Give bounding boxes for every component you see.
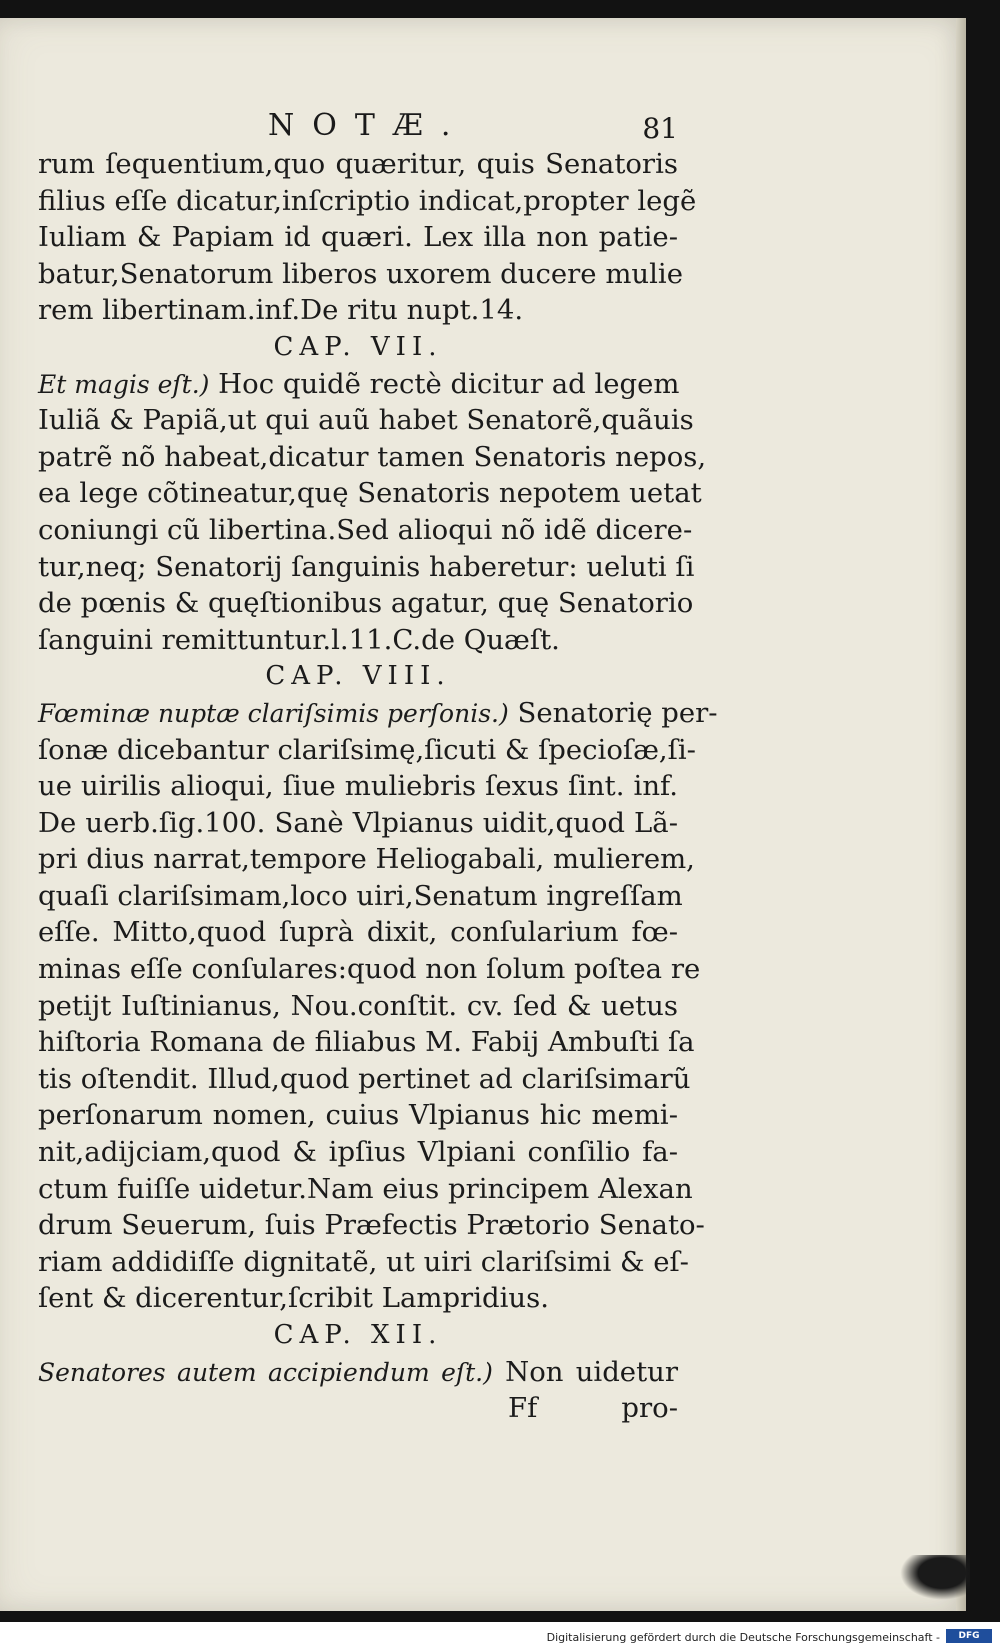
text-line: De uerb.ſig.100. Sanè Vlpianus uidit,quod Lã- xyxy=(38,806,678,839)
paragraph-cap-vii xyxy=(38,366,707,659)
running-head xyxy=(38,98,678,146)
text-line: rum ſequentium,quo quæritur, quis Senatoris xyxy=(38,148,678,180)
paragraph-cap-viii xyxy=(38,695,718,1317)
text-line: patrẽ nõ habeat,dicatur tamen Senatoris nepos, xyxy=(38,440,707,473)
digitization-credit: Digitalisierung gefördert durch die Deutsche Forschungsgemeinschaft - xyxy=(546,1631,940,1644)
text-line: hiſtoria Romana de filiabus M. Fabij Ambuſti ſa xyxy=(38,1026,695,1059)
line-text: Non uidetur xyxy=(492,1355,678,1388)
text-line: tis oſtendit. Illud,quod pertinet ad clariſsimarũ xyxy=(38,1062,691,1095)
text-line: ue uirilis alioqui, ſiue muliebris ſexus ſint. inf. xyxy=(38,770,678,803)
text-line: drum Seuerum, ſuis Præfectis Prætorio Senato- xyxy=(38,1209,705,1242)
text-line: tur,neq; Senatorij ſanguinis haberetur: ueluti ſi xyxy=(38,550,695,583)
text-line: Iuliã & Papiã,ut qui auũ habet Senatorẽ,quãuis xyxy=(38,404,694,437)
text-line: batur,Senatorum liberos uxorem ducere mulie xyxy=(38,257,683,290)
lemma: Senatores autem accipiendum eſt.) xyxy=(38,1357,493,1387)
text-line: perſonarum nomen, cuius Vlpianus hic memi- xyxy=(38,1099,678,1132)
text-line: riam addidiſſe dignitatẽ, ut uiri clariſsimi & eſ- xyxy=(38,1245,689,1278)
paragraph-cap-xii xyxy=(38,1354,678,1391)
text-line xyxy=(38,695,718,732)
text-line: quaſi clariſsimam,loco uiri,Senatum ingreſſam xyxy=(38,879,683,912)
lemma: Fœminæ nuptæ clariſsimis perſonis.) xyxy=(38,698,509,728)
text-line: ctum fuiſſe uidetur.Nam eius principem Alexan xyxy=(38,1172,693,1205)
text-line: ſanguini remittuntur.l.11.C.de Quæſt. xyxy=(38,623,560,656)
text-line: Iuliam & Papiam id quæri. Lex illa non patie- xyxy=(38,221,678,254)
text-line: nit,adijciam,quod & ipſius Vlpiani conſilio fa- xyxy=(38,1136,678,1169)
ink-smudge xyxy=(900,1555,970,1600)
chapter-heading-viii: CAP. VIII. xyxy=(265,661,451,692)
text-line xyxy=(38,1354,678,1391)
signature-mark: Ff xyxy=(508,1392,538,1425)
text-line: coniungi cũ libertina.Sed alioqui nõ idẽ dicere- xyxy=(38,513,693,546)
paragraph-continued xyxy=(38,146,697,329)
lemma: Et magis eſt.) xyxy=(38,369,210,399)
text-line: ſonæ dicebantur clariſsimę,ſicuti & ſpecioſæ,ſi- xyxy=(38,733,696,766)
text-line: ſent & dicerentur,ſcribit Lampridius. xyxy=(38,1282,549,1315)
text-line: eſſe. Mitto,quod ſuprà dixit, conſularium fœ- xyxy=(38,916,678,949)
text-line xyxy=(38,366,678,403)
text-line: minas eſſe conſulares:quod non ſolum poſtea re xyxy=(38,953,701,986)
text-line: filius eſſe dicatur,inſcriptio indicat,propter legẽ xyxy=(38,184,697,217)
text-line: pri dius narrat,tempore Heliogabali, mulierem, xyxy=(38,843,695,876)
text-block xyxy=(38,98,718,1427)
page-foot xyxy=(38,1390,678,1427)
text-line: rem libertinam.inf.De ritu nupt.14. xyxy=(38,294,524,327)
dfg-logo: DFG xyxy=(946,1629,992,1643)
page-edge xyxy=(956,18,966,1611)
chapter-heading-xii: CAP. XII. xyxy=(273,1320,443,1350)
line-text: Senatorię per- xyxy=(508,696,718,729)
catchword: pro- xyxy=(621,1392,678,1425)
text-line: petijt Iuſtinianus, Nou.conſtit. cv. ſed & uetus xyxy=(38,989,678,1022)
line-text: Hoc quidẽ rectè dicitur ad legem xyxy=(209,367,680,400)
chapter-heading-vii: CAP. VII. xyxy=(273,331,443,362)
text-line: ea lege cõtineatur,quę Senatoris nepotem uetat xyxy=(38,477,702,510)
running-title: NOTÆ. xyxy=(268,108,469,143)
text-line: de pœnis & quęſtionibus agatur, quę Senatorio xyxy=(38,587,694,620)
page-number: 81 xyxy=(642,112,678,145)
